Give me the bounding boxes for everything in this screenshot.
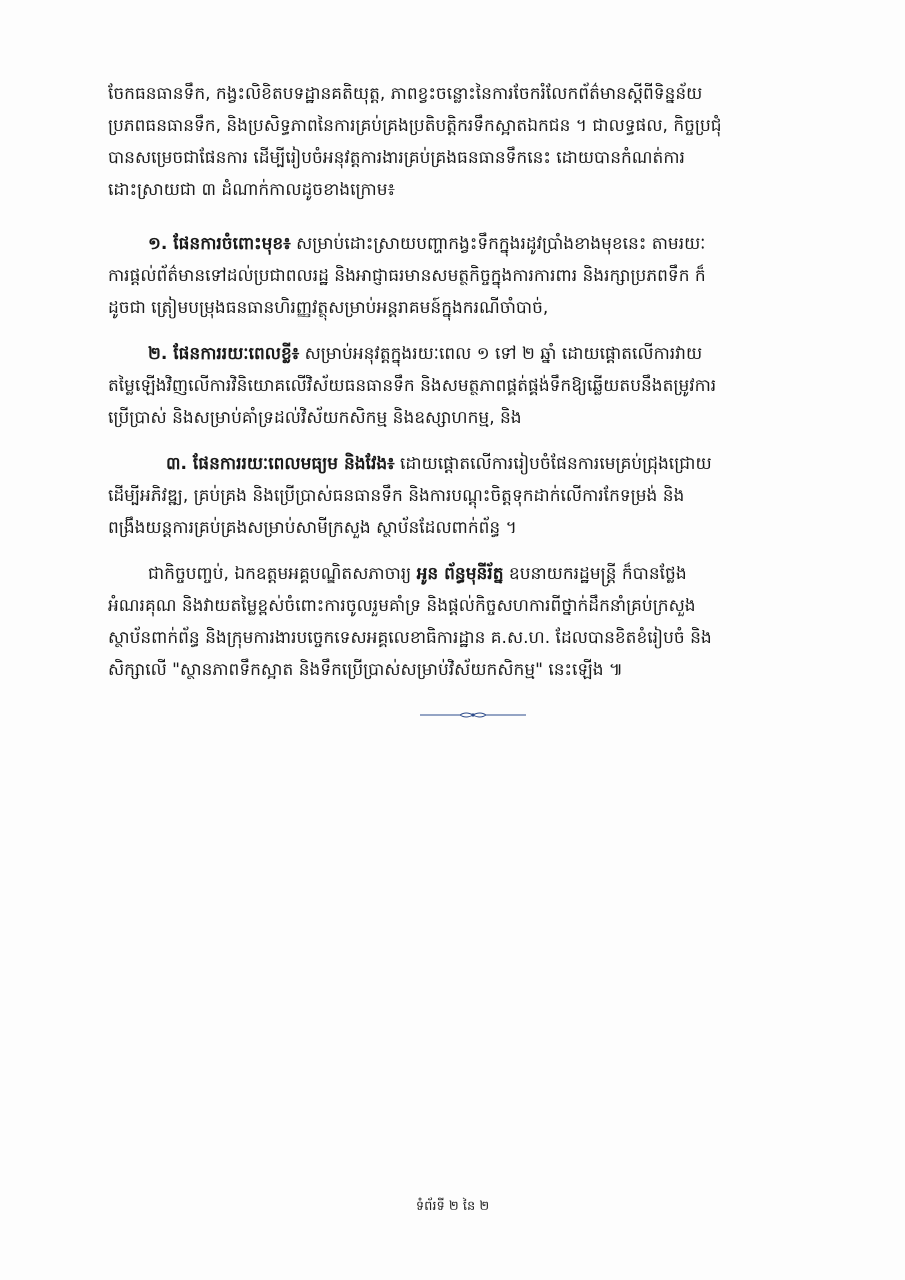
- plan-first-line: [108, 338, 808, 370]
- document-body: [108, 78, 808, 686]
- plan-medium-long-term: [108, 448, 808, 544]
- plan-line: ដើម្បីអភិវឌ្ឍ, គ្រប់គ្រង និងប្រើប្រាស់ធនធានទឹក និងការបណ្ដុះចិត្តទុកដាក់លើការកែទម្រង់ និង: [108, 486, 685, 506]
- plan-first-line: [108, 448, 808, 480]
- closing-text: ឧបនាយករដ្ឋមន្ត្រី ក៏បានថ្លែង: [503, 564, 687, 584]
- plan-immediate: [108, 228, 808, 324]
- plan-line: ប្រើប្រាស់ និងសម្រាប់គាំទ្រដល់វិស័យកសិកម្ម និងឧស្សាហកម្ម, និង: [108, 408, 522, 428]
- plan-line: តម្លៃឡើងវិញលើការវិនិយោគលើវិស័យធនធានទឹក និងសមត្ថភាពផ្គត់ផ្គង់ទឹកឱ្យឆ្លើយតបនឹងតម្រូវការ: [108, 376, 717, 396]
- plan-text: សម្រាប់ដោះស្រាយបញ្ហាកង្វះទឹកក្នុងរដូវប្រាំងខាងមុខនេះ តាមរយៈ: [290, 234, 706, 254]
- plan-heading: ២. ផែនការរយៈពេលខ្លី៖: [148, 344, 300, 364]
- plan-heading: ១. ផែនការចំពោះមុខ៖: [148, 234, 291, 254]
- closing-line: អំណរគុណ និងវាយតម្លៃខ្ពស់ចំពោះការចូលរួមគាំទ្រ និងផ្ដល់កិច្ចសហការពីថ្នាក់ដឹកនាំគ្រប់ក្រសួង: [108, 596, 696, 616]
- intro-line: ប្រភពធនធានទឹក, និងប្រសិទ្ធភាពនៃការគ្រប់គ្រងប្រតិបត្តិករទឹកស្អាតឯកជន ។ ជាលទ្ធផល, កិច្ចប្រជុំ: [108, 116, 722, 136]
- intro-paragraph: [108, 78, 808, 206]
- intro-line: បានសម្រេចជាផែនការ ដើម្បីរៀបចំអនុវត្តការងារគ្រប់គ្រងធនធានទឹកនេះ ដោយបានកំណត់ការ: [108, 148, 685, 168]
- intro-line: ដោះស្រាយជា ៣ ដំណាក់កាលដូចខាងក្រោម៖: [108, 180, 395, 200]
- closing-first-line: [108, 558, 808, 590]
- closing-line: សិក្សាលើ "ស្ថានភាពទឹកស្អាត និងទឹកប្រើប្រាស់សម្រាប់វិស័យកសិកម្ម" នេះឡើង ៕: [108, 660, 624, 680]
- plan-line: ដូចជា ត្រៀមបម្រុងធនធានហិរញ្ញវត្ថុសម្រាប់អន្តរាគមន៍ក្នុងករណីចាំបាច់,: [108, 298, 549, 318]
- plan-text: សម្រាប់អនុវត្តក្នុងរយៈពេល ១ ទៅ ២ ឆ្នាំ ដោយផ្ដោតលើការវាយ: [299, 344, 703, 364]
- closing-paragraph: [108, 558, 808, 686]
- closing-text: ជាកិច្ចបញ្ចប់, ឯកឧត្តមអគ្គបណ្ឌិតសភាចារ្យ: [148, 564, 417, 584]
- ornament-divider-icon: [420, 710, 526, 720]
- plan-first-line: [108, 228, 808, 260]
- plan-heading: ៣. ផែនការរយៈពេលមធ្យម និងវែង៖: [166, 454, 395, 474]
- plan-line: ពង្រឹងយន្តការគ្រប់គ្រងសម្រាប់សាមីក្រសួង ស្ថាប័នដែលពាក់ព័ន្ធ ។: [108, 518, 517, 538]
- plan-line: ការផ្ដល់ព័ត៌មានទៅដល់ប្រជាពលរដ្ឋ និងអាជ្ញាធរមានសមត្ថកិច្ចក្នុងការការពារ និងរក្សាប្រភពទឹក ក៏: [108, 266, 706, 286]
- page-number: ទំព័រទី ២ នៃ ២: [415, 1199, 490, 1214]
- plan-text: ដោយផ្ដោតលើការរៀបចំផែនការមេគ្រប់ជ្រុងជ្រោយ: [394, 454, 712, 474]
- official-name: អូន ព័ន្ធមុនីរ័ត្ន: [416, 564, 504, 584]
- intro-line: ចែកធនធានទឹក, កង្វះលិខិតបទដ្ឋានគតិយុត្ត, ភាពខ្វះចន្លោះនៃការចែករំលែកព័ត៌មានស្ដីពីទិន្នន័យ: [108, 84, 703, 104]
- plan-short-term: [108, 338, 808, 434]
- closing-line: ស្ថាប័នពាក់ព័ន្ធ និងក្រុមការងារបច្ចេកទេសអគ្គលេខាធិការដ្ឋាន គ.ស.ហ. ដែលបានខិតខំរៀបចំ និង: [108, 628, 712, 648]
